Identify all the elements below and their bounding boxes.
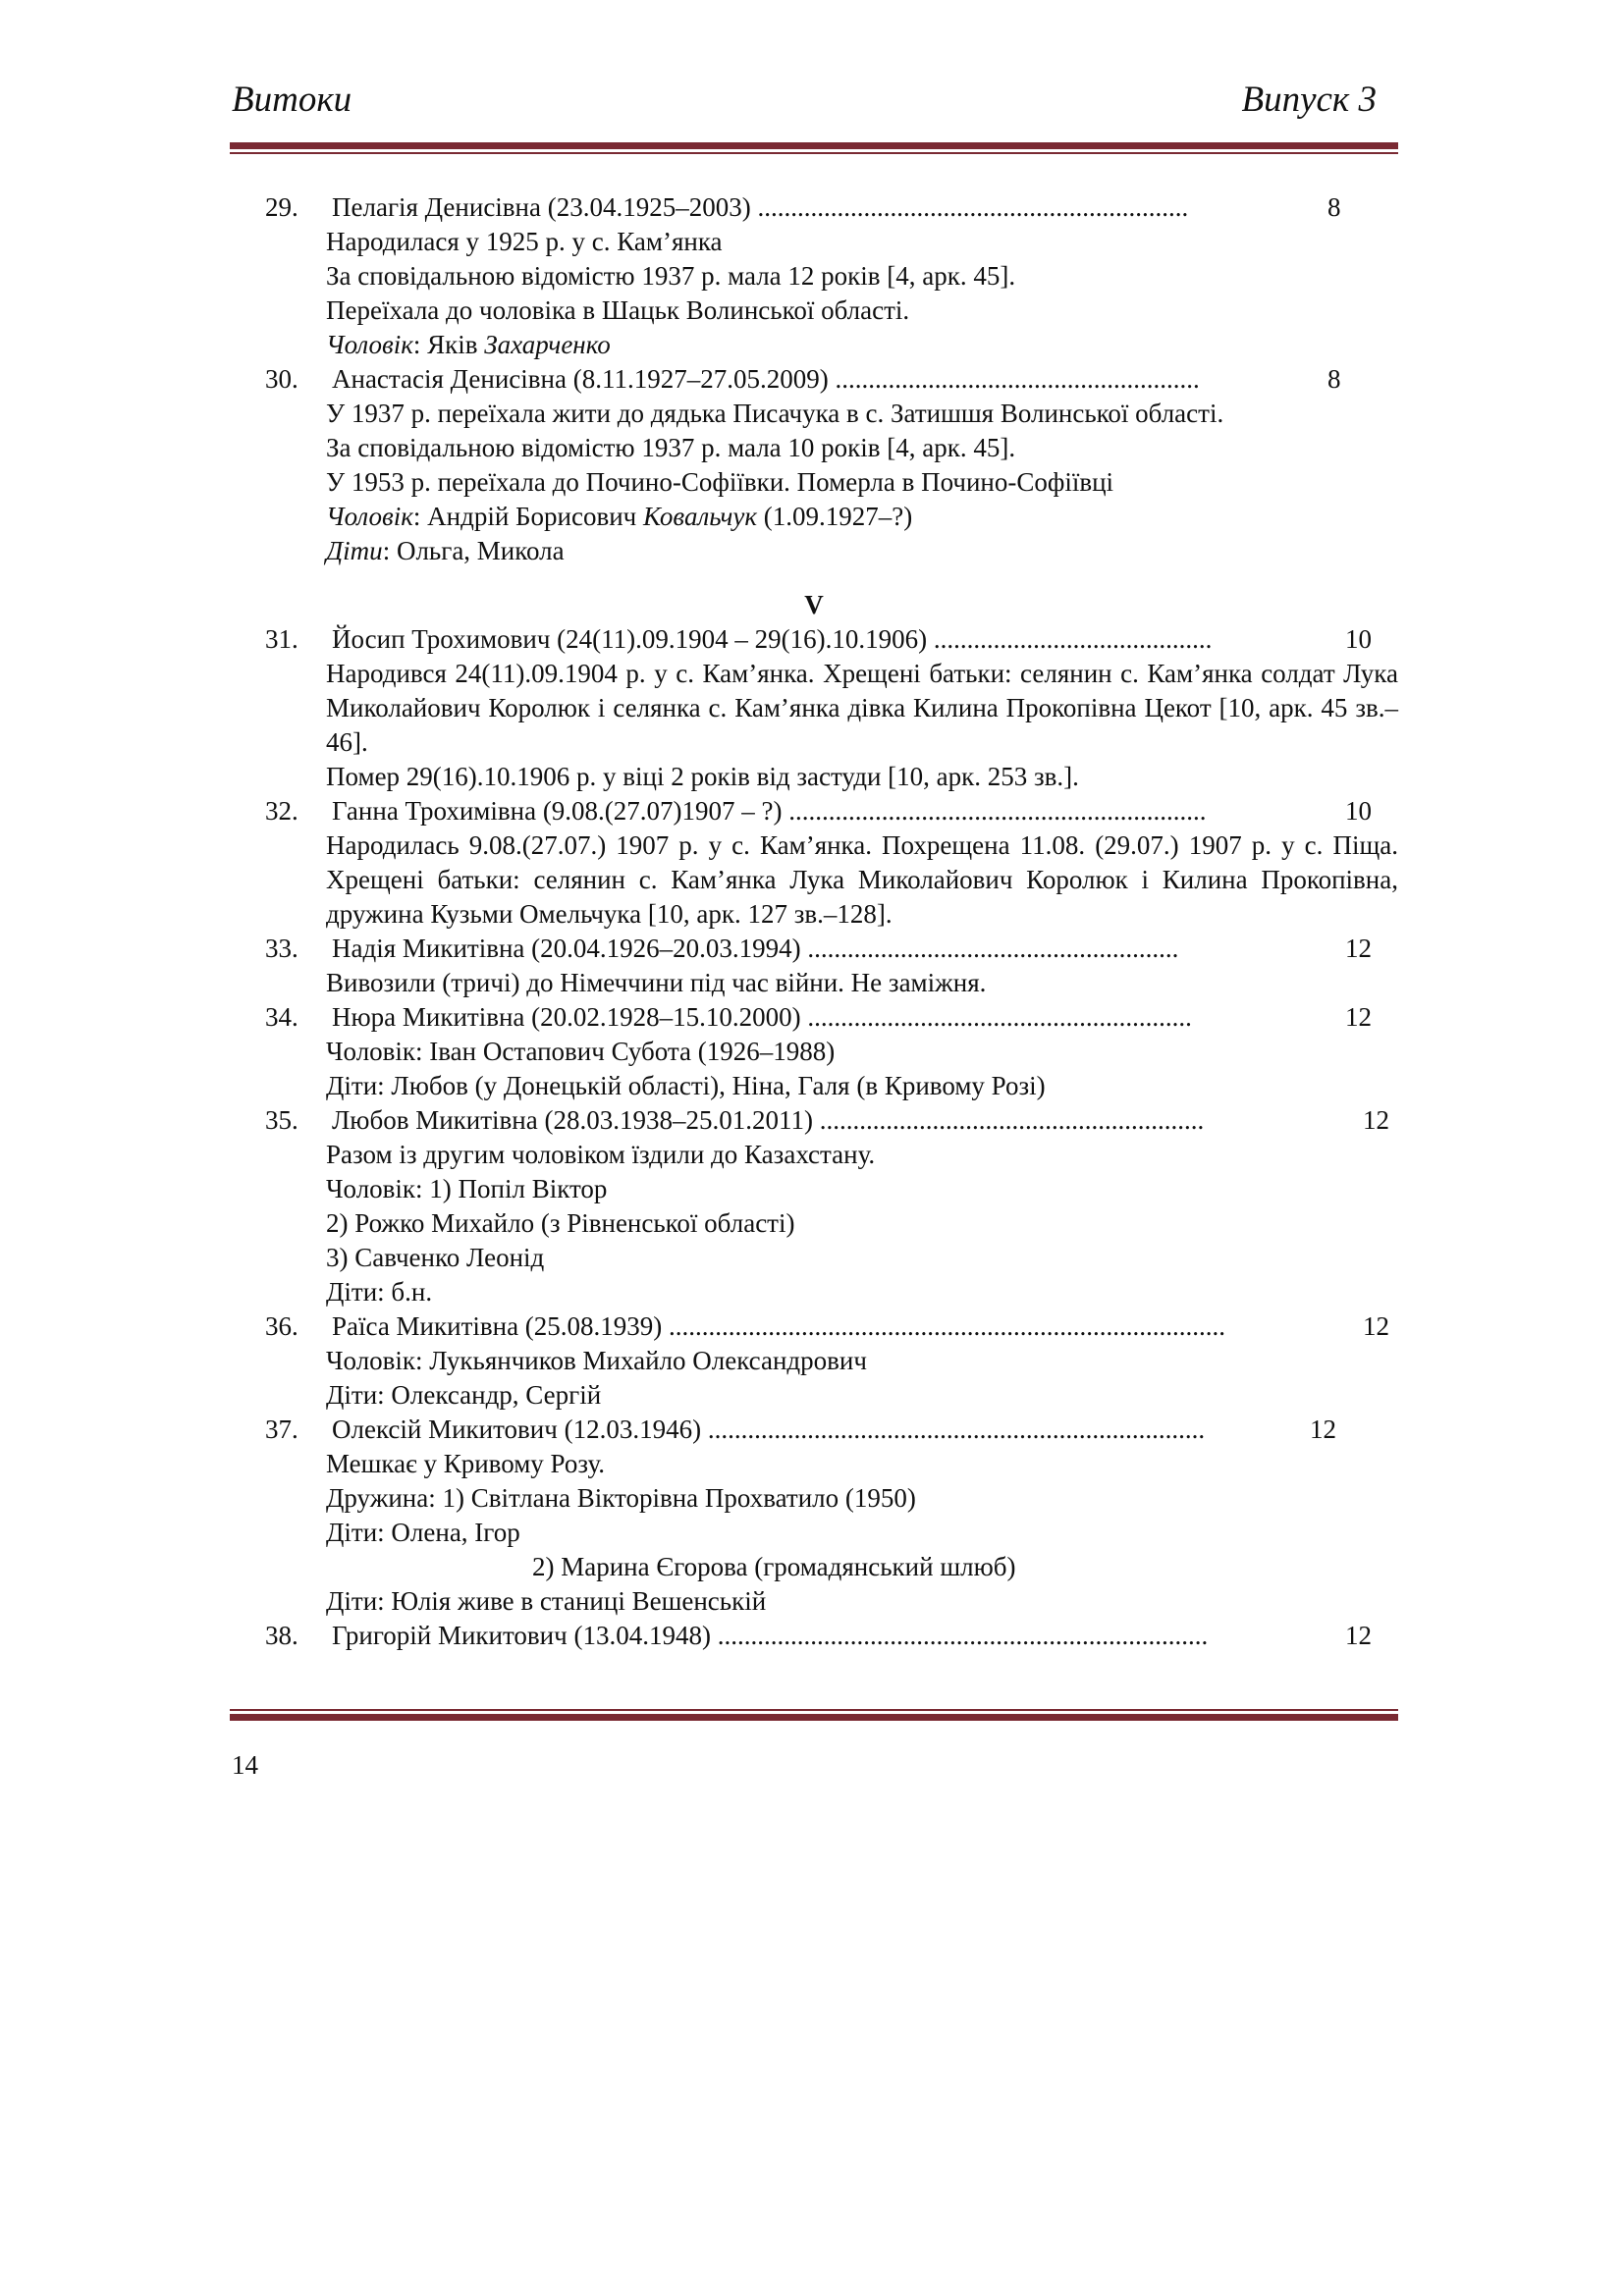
entry-number: 29. [265,192,298,222]
entry-title: Анастасія Денисівна (8.11.1927–27.05.2009) ....................................................... [332,364,1200,394]
entry-title: Ганна Трохимівна (9.08.(27.07)1907 – ?) ............................................................... [332,796,1207,826]
entry-title: Нюра Микитівна (20.02.1928–15.10.2000) .......................................................... [332,1002,1192,1032]
entry-page: 12 [1363,1105,1389,1135]
entry-line: Вивозили (тричі) до Німеччини під час війни. Не заміжня. [326,968,987,997]
entry-line: За сповідальною відомістю 1937 р. мала 10 років [4, арк. 45]. [326,433,1016,462]
entry-number: 33. [265,934,298,963]
entry-line: Разом із другим чоловіком їздили до Казахстану. [326,1140,876,1169]
entry-line: У 1953 р. переїхала до Почино-Софіївки. Померла в Почино-Софіївці [326,467,1114,497]
entry-line: Чоловік: Лукьянчиков Михайло Олександрович [326,1346,867,1375]
entry-number: 34. [265,1002,298,1032]
entry-29-title [230,190,1398,225]
entry-line: 2) Рожко Михайло (з Рівненської області) [326,1208,795,1238]
entry-page: 12 [1345,934,1372,963]
entry-line: 2) Марина Єгорова (громадянський шлюб) [532,1552,1016,1581]
header-rule [230,142,1398,154]
entry-title: Олексій Микитович (12.03.1946) ........................................................................... [332,1415,1206,1444]
entry-line: Помер 29(16).10.1906 р. у віці 2 років від застуди [10, арк. 253 зв.]. [326,762,1079,791]
entry-title: Раїса Микитівна (25.08.1939) .................................................................................... [332,1311,1226,1341]
entry-line: Дружина: 1) Світлана Вікторівна Прохватило (1950) [326,1483,916,1513]
entry-page: 10 [1345,624,1372,654]
entry-line: Чоловік: Іван Остапович Субота (1926–1988) [326,1037,836,1066]
running-header-issue: Випуск 3 [1241,80,1377,120]
entry-spouse: Чоловік: Яків Захарченко [326,330,611,359]
entry-38-title [230,1619,1398,1653]
entry-title: Григорій Микитович (13.04.1948) .......................................................................... [332,1621,1209,1650]
entry-page: 10 [1345,796,1372,826]
entry-page: 12 [1363,1311,1389,1341]
entry-children: Діти: Ольга, Микола [326,536,565,565]
entry-number: 37. [265,1415,298,1444]
entry-number: 31. [265,624,298,654]
entry-line: Діти: Юлія живе в станиці Вешенській [326,1586,767,1616]
entry-32-title [230,794,1398,828]
entry-line: Переїхала до чоловіка в Шацьк Волинської області. [326,295,910,325]
page-body [230,190,1398,1653]
entry-number: 36. [265,1311,298,1341]
entry-37-title [230,1413,1398,1447]
entry-paragraph: Народився 24(11).09.1904 р. у с. Кам’янка. Хрещені батьки: селянин с. Кам’янка солдат Лука Миколайович Королюк і селянка с. Кам’янка дівка Килина Прокопівна Цекот [10, арк. 45 зв.–46]. [326,659,1398,757]
section-heading: V [804,590,824,619]
entry-line: За сповідальною відомістю 1937 р. мала 12 років [4, арк. 45]. [326,261,1016,291]
entry-line: Чоловік: 1) Попіл Віктор [326,1174,608,1203]
entry-line: Діти: Олена, Ігор [326,1518,520,1547]
entry-number: 30. [265,364,298,394]
entry-page: 12 [1310,1415,1336,1444]
entry-line: Діти: Любов (у Донецькій області), Ніна, Галя (в Кривому Розі) [326,1071,1046,1100]
entry-number: 38. [265,1621,298,1650]
entry-title: Надія Микитівна (20.04.1926–20.03.1994) ........................................................ [332,934,1179,963]
entry-31-title [230,622,1398,657]
entry-title: Любов Микитівна (28.03.1938–25.01.2011) .......................................................... [332,1105,1205,1135]
entry-page: 12 [1345,1002,1372,1032]
entry-34-title [230,1000,1398,1035]
entry-page: 8 [1327,192,1341,222]
entry-35-title [230,1103,1398,1138]
page-number: 14 [232,1750,258,1780]
entry-page: 8 [1327,364,1341,394]
entry-line: Народилася у 1925 р. у с. Кам’янка [326,227,723,256]
entry-paragraph: Народилась 9.08.(27.07.) 1907 р. у с. Кам’янка. Похрещена 11.08. (29.07.) 1907 р. у с. Піща. Хрещені батьки: селянин с. Кам’янка Лука Миколайович Королюк і Килина Прокопівна, дружина Кузьми Омельчука [10, арк. 127 зв.–128]. [326,830,1398,929]
entry-spouse: Чоловік: Андрій Борисович Ковальчук (1.09.1927–?) [326,502,913,531]
entry-line: У 1937 р. переїхала жити до дядька Писачука в с. Затишшя Волинської області. [326,399,1224,428]
entry-33-title [230,932,1398,966]
running-header-title: Витоки [232,80,352,120]
entry-line: Мешкає у Кривому Розу. [326,1449,606,1478]
entry-line: Діти: Олександр, Сергій [326,1380,602,1410]
footer-rule [230,1709,1398,1721]
entry-title: Йосип Трохимович (24(11).09.1904 – 29(16).10.1906) .......................................... [332,624,1213,654]
entry-page: 12 [1345,1621,1372,1650]
entry-line: 3) Савченко Леонід [326,1243,545,1272]
entry-line: Діти: б.н. [326,1277,433,1307]
entry-30-title [230,362,1398,397]
entry-title: Пелагія Денисівна (23.04.1925–2003) ................................................................. [332,192,1189,222]
entry-number: 32. [265,796,298,826]
entry-number: 35. [265,1105,298,1135]
entry-36-title [230,1309,1398,1344]
